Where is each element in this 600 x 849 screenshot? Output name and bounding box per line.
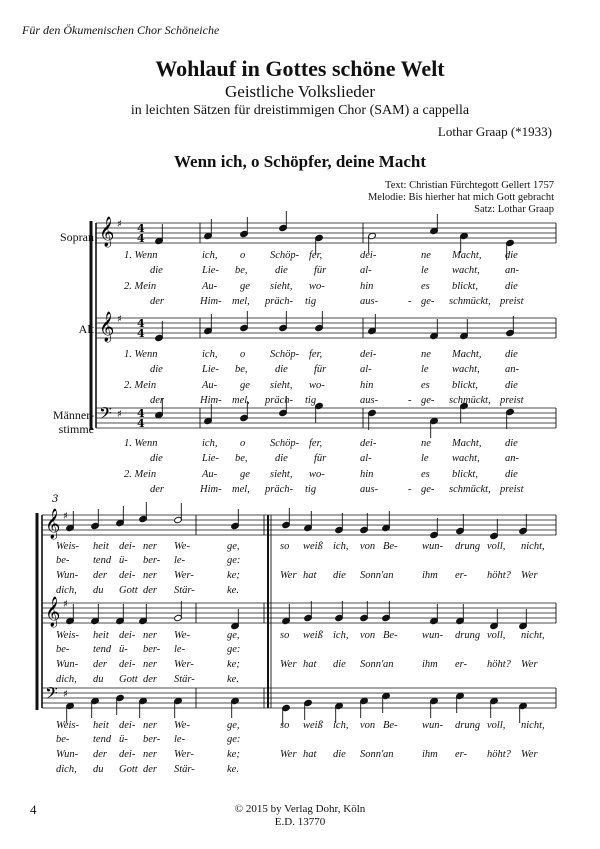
- collection-subtitle: Geistliche Volkslieder: [225, 82, 375, 101]
- lyric-syllable: dei-: [119, 749, 136, 760]
- lyric-syllable: al-: [360, 265, 372, 276]
- lyric-syllable: der: [150, 395, 164, 406]
- lyric-syllable: -: [408, 484, 412, 495]
- time-signature-top: 4: [137, 222, 145, 235]
- lyric-syllable: blickt,: [452, 380, 478, 391]
- lyric-syllable: dei-: [119, 541, 136, 552]
- lyric-syllable: Him-: [200, 484, 222, 495]
- lyric-syllable: 1. Wenn: [124, 438, 158, 449]
- lyric-syllable: sieht,: [270, 281, 293, 292]
- lyric-syllable: Be-: [383, 630, 398, 641]
- lyric-syllable: dei-: [119, 720, 136, 731]
- lyric-syllable: für: [314, 453, 327, 464]
- dedication: Für den Ökumenischen Chor Schöneiche: [22, 23, 220, 37]
- lyric-syllable: ich,: [333, 541, 349, 552]
- lyric-syllable: ke;: [227, 749, 240, 760]
- lyric-syllable: dei-: [360, 349, 377, 360]
- treble-clef: 𝄞: [45, 597, 61, 627]
- lyric-syllable: Wun-: [56, 570, 79, 581]
- lyric-syllable: hat: [303, 570, 317, 581]
- lyric-syllable: Him-: [200, 296, 222, 307]
- lyric-syllable: Wer: [280, 659, 297, 670]
- lyric-syllable: ge: [240, 380, 250, 391]
- lyric-syllable: nicht,: [521, 541, 545, 552]
- lyric-syllable: wun-: [422, 630, 443, 641]
- lyric-syllable: ü-: [119, 734, 128, 745]
- lyric-syllable: 2. Mein: [124, 380, 157, 391]
- lyric-syllable: le: [421, 265, 429, 276]
- treble-clef: 𝄞: [45, 509, 61, 539]
- lyric-syllable: weiß: [303, 720, 323, 731]
- lyric-syllable: tig: [305, 484, 317, 495]
- lyric-syllable: o: [240, 349, 246, 360]
- time-signature-bottom: 4: [137, 232, 145, 245]
- lyric-syllable: voll,: [487, 630, 506, 641]
- lyric-syllable: der: [143, 764, 157, 775]
- lyric-syllable: höht?: [487, 570, 511, 581]
- lyric-syllable: Him-: [200, 395, 222, 406]
- lyric-syllable: ge,: [227, 630, 240, 641]
- lyric-syllable: dich,: [56, 764, 77, 775]
- lyric-syllable: ge-: [421, 296, 435, 307]
- lyric-syllable: hin: [360, 380, 374, 391]
- lyric-syllable: ge:: [227, 644, 241, 655]
- copyright: © 2015 by Verlag Dohr, Köln: [234, 803, 366, 815]
- lyric-syllable: Schöp-: [270, 438, 300, 449]
- lyric-syllable: er-: [455, 570, 468, 581]
- lyric-syllable: Schöp-: [270, 250, 300, 261]
- lyric-syllable: mel,: [232, 484, 250, 495]
- lyric-syllable: le: [421, 364, 429, 375]
- lyric-syllable: dei-: [119, 570, 136, 581]
- voice-label-men-line1: Männer-: [52, 408, 94, 422]
- key-signature: ♯: [63, 689, 68, 700]
- lyric-syllable: preist: [500, 395, 524, 406]
- time-signature-bottom: 4: [137, 417, 145, 430]
- lyric-syllable: er-: [455, 749, 468, 760]
- lyric-syllable: nicht,: [521, 720, 545, 731]
- lyric-syllable: Weis-: [56, 630, 79, 641]
- lyric-syllable: Wer: [521, 659, 538, 670]
- lyric-syllable: Stär-: [174, 764, 195, 775]
- lyric-syllable: 1. Wenn: [124, 250, 158, 261]
- text-credit: Text: Christian Fürchtegott Gellert 1757: [385, 180, 554, 191]
- lyric-syllable: Lie-: [202, 364, 219, 375]
- page-number: 4: [30, 802, 37, 817]
- lyric-syllable: von: [360, 541, 376, 552]
- lyric-syllable: le-: [174, 734, 186, 745]
- lyric-syllable: drung: [455, 630, 481, 641]
- lyric-syllable: sieht,: [270, 380, 293, 391]
- lyric-syllable: ke;: [227, 659, 240, 670]
- lyric-syllable: die: [333, 659, 346, 670]
- lyric-syllable: heit: [93, 720, 109, 731]
- lyric-syllable: ner: [143, 749, 157, 760]
- song-title: Wenn ich, o Schöpfer, deine Macht: [173, 152, 427, 171]
- lyric-syllable: wacht,: [452, 265, 480, 276]
- lyric-syllable: die: [505, 438, 518, 449]
- lyric-syllable: der: [93, 570, 107, 581]
- time-signature-top: 4: [137, 407, 145, 420]
- lyric-syllable: be,: [235, 453, 248, 464]
- lyric-syllable: wacht,: [452, 453, 480, 464]
- lyric-syllable: voll,: [487, 720, 506, 731]
- lyric-syllable: We-: [174, 541, 190, 552]
- lyric-syllable: blickt,: [452, 469, 478, 480]
- voice-label-alto: Alt: [78, 322, 94, 336]
- lyric-syllable: -: [408, 395, 412, 406]
- lyric-syllable: wo-: [309, 281, 325, 292]
- lyric-syllable: Lie-: [202, 453, 219, 464]
- publisher-footer: [0, 803, 600, 829]
- lyric-syllable: Wer: [521, 570, 538, 581]
- lyric-syllable: ne: [421, 250, 431, 261]
- lyric-syllable: heit: [93, 541, 109, 552]
- lyric-syllable: so: [280, 630, 290, 641]
- melody-credit: Melodie: Bis hierher hat mich Gott gebracht: [367, 192, 554, 203]
- lyric-syllable: die: [150, 364, 163, 375]
- lyric-syllable: nicht,: [521, 630, 545, 641]
- lyric-syllable: We-: [174, 720, 190, 731]
- lyric-syllable: schmückt,: [449, 395, 491, 406]
- key-signature: ♯: [117, 314, 122, 325]
- lyric-syllable: an-: [505, 265, 519, 276]
- lyric-syllable: aus-: [360, 484, 379, 495]
- lyric-syllable: höht?: [487, 659, 511, 670]
- lyric-syllable: ge:: [227, 555, 241, 566]
- measure-number: 3: [52, 494, 59, 505]
- time-signature-bottom: 4: [137, 327, 145, 340]
- lyric-syllable: ü-: [119, 644, 128, 655]
- lyric-syllable: le-: [174, 555, 186, 566]
- lyric-syllable: der: [143, 585, 157, 596]
- lyric-syllable: präch-: [265, 484, 293, 495]
- lyric-syllable: der: [93, 659, 107, 670]
- lyric-syllable: Macht,: [452, 438, 482, 449]
- lyric-syllable: fer,: [309, 250, 323, 261]
- lyric-syllable: ich,: [333, 630, 349, 641]
- lyric-syllable: an: [383, 749, 394, 760]
- lyric-syllable: Wer-: [174, 749, 194, 760]
- lyric-syllable: Wer: [280, 570, 297, 581]
- composer: Lothar Graap (*1933): [437, 124, 552, 139]
- lyric-syllable: 1. Wenn: [124, 349, 158, 360]
- lyric-syllable: von: [360, 630, 376, 641]
- lyric-syllable: Lie-: [202, 265, 219, 276]
- lyric-syllable: blickt,: [452, 281, 478, 292]
- lyric-syllable: ne: [421, 438, 431, 449]
- lyric-syllable: ber-: [143, 644, 161, 655]
- lyric-syllable: weiß: [303, 630, 323, 641]
- lyric-syllable: an: [383, 570, 394, 581]
- edition-number: E.D. 13770: [274, 816, 326, 828]
- lyric-syllable: Wer: [280, 749, 297, 760]
- lyric-syllable: für: [314, 364, 327, 375]
- lyric-syllable: o: [240, 438, 246, 449]
- lyric-syllable: die: [505, 250, 518, 261]
- lyric-syllable: der: [143, 674, 157, 685]
- lyric-syllable: ich,: [202, 250, 218, 261]
- lyric-syllable: le: [421, 453, 429, 464]
- lyric-syllable: es: [421, 380, 430, 391]
- lyric-syllable: ge: [240, 281, 250, 292]
- lyric-syllable: die: [275, 265, 288, 276]
- arrangement-credit: Satz: Lothar Graap: [474, 204, 554, 215]
- lyric-syllable: al-: [360, 364, 372, 375]
- lyric-syllable: hin: [360, 469, 374, 480]
- lyric-syllable: Au-: [202, 380, 218, 391]
- lyric-syllable: er-: [455, 659, 468, 670]
- time-signature-top: 4: [137, 317, 145, 330]
- lyric-syllable: Gott: [119, 585, 138, 596]
- lyric-syllable: so: [280, 720, 290, 731]
- lyric-syllable: tend: [93, 555, 112, 566]
- lyric-syllable: dich,: [56, 674, 77, 685]
- lyric-syllable: tig: [305, 395, 317, 406]
- lyric-syllable: Gott: [119, 674, 138, 685]
- lyric-syllable: wun-: [422, 541, 443, 552]
- lyric-syllable: wacht,: [452, 364, 480, 375]
- lyric-syllable: fer,: [309, 349, 323, 360]
- lyric-syllable: an: [383, 659, 394, 670]
- bass-clef: 𝄢: [99, 403, 112, 427]
- lyric-syllable: ner: [143, 720, 157, 731]
- lyric-syllable: hat: [303, 749, 317, 760]
- voice-label-soprano: Sopran: [60, 230, 94, 244]
- lyric-syllable: Au-: [202, 281, 218, 292]
- lyric-syllable: Wun-: [56, 749, 79, 760]
- key-signature: ♯: [63, 599, 68, 610]
- lyric-syllable: dei-: [360, 250, 377, 261]
- lyric-syllable: so: [280, 541, 290, 552]
- collection-title: Wohlauf in Gottes schöne Welt: [155, 56, 445, 81]
- lyric-syllable: Au-: [202, 469, 218, 480]
- bass-clef: 𝄢: [45, 683, 58, 707]
- treble-clef: 𝄞: [99, 312, 115, 342]
- lyric-syllable: an-: [505, 364, 519, 375]
- lyric-syllable: dich,: [56, 585, 77, 596]
- lyric-syllable: wo-: [309, 380, 325, 391]
- lyric-syllable: ke.: [227, 764, 239, 775]
- lyric-syllable: ner: [143, 659, 157, 670]
- lyric-syllable: dei-: [360, 438, 377, 449]
- lyric-syllable: Be-: [383, 541, 398, 552]
- lyric-syllable: aus-: [360, 296, 379, 307]
- lyric-syllable: Macht,: [452, 349, 482, 360]
- lyric-syllable: es: [421, 469, 430, 480]
- lyric-syllable: wun-: [422, 720, 443, 731]
- collection-description: in leichten Sätzen für dreistimmigen Chor (SAM) a cappella: [130, 103, 470, 118]
- lyric-syllable: ü-: [119, 555, 128, 566]
- lyric-syllable: wo-: [309, 469, 325, 480]
- lyric-syllable: Stär-: [174, 585, 195, 596]
- lyric-syllable: hat: [303, 659, 317, 670]
- lyric-syllable: voll,: [487, 541, 506, 552]
- lyric-syllable: tend: [93, 644, 112, 655]
- lyric-syllable: ihm: [422, 749, 438, 760]
- lyric-syllable: die: [333, 570, 346, 581]
- lyric-syllable: der: [93, 749, 107, 760]
- lyric-syllable: für: [314, 265, 327, 276]
- lyric-syllable: Sonn': [360, 749, 384, 760]
- lyric-syllable: Sonn': [360, 570, 384, 581]
- lyric-syllable: der: [150, 296, 164, 307]
- lyric-syllable: Stär-: [174, 674, 195, 685]
- lyric-syllable: mel,: [232, 395, 250, 406]
- lyric-syllable: die: [505, 281, 518, 292]
- lyric-syllable: präch-: [265, 395, 293, 406]
- lyric-syllable: We-: [174, 630, 190, 641]
- lyric-syllable: Wer-: [174, 570, 194, 581]
- lyric-syllable: die: [505, 349, 518, 360]
- lyric-syllable: ke.: [227, 585, 239, 596]
- lyric-syllable: ge: [240, 469, 250, 480]
- lyric-syllable: ich,: [202, 438, 218, 449]
- lyric-syllable: ke;: [227, 570, 240, 581]
- lyric-syllable: weiß: [303, 541, 323, 552]
- lyric-syllable: Wer-: [174, 659, 194, 670]
- lyric-syllable: Weis-: [56, 720, 79, 731]
- lyric-syllable: sieht,: [270, 469, 293, 480]
- lyric-syllable: Wer: [521, 749, 538, 760]
- lyric-syllable: es: [421, 281, 430, 292]
- lyric-syllable: al-: [360, 453, 372, 464]
- lyric-syllable: die: [505, 380, 518, 391]
- lyric-syllable: tend: [93, 734, 112, 745]
- lyric-syllable: schmückt,: [449, 296, 491, 307]
- lyric-syllable: ner: [143, 541, 157, 552]
- lyric-syllable: die: [333, 749, 346, 760]
- lyric-syllable: Schöp-: [270, 349, 300, 360]
- lyric-syllable: aus-: [360, 395, 379, 406]
- lyric-syllable: ihm: [422, 570, 438, 581]
- lyric-syllable: le-: [174, 644, 186, 655]
- lyric-syllable: du: [93, 585, 104, 596]
- voice-label-men-line2: stimme: [58, 422, 94, 436]
- key-signature: ♯: [117, 409, 122, 420]
- lyric-syllable: ge:: [227, 734, 241, 745]
- lyric-syllable: be-: [56, 555, 70, 566]
- lyric-syllable: ihm: [422, 659, 438, 670]
- lyric-syllable: die: [275, 453, 288, 464]
- lyric-syllable: du: [93, 674, 104, 685]
- lyric-syllable: ber-: [143, 734, 161, 745]
- lyric-syllable: fer,: [309, 438, 323, 449]
- lyric-syllable: be-: [56, 644, 70, 655]
- lyric-syllable: an-: [505, 453, 519, 464]
- lyric-syllable: dei-: [119, 659, 136, 670]
- lyric-syllable: Gott: [119, 764, 138, 775]
- lyric-syllable: preist: [500, 296, 524, 307]
- lyric-syllable: hin: [360, 281, 374, 292]
- lyric-syllable: ber-: [143, 555, 161, 566]
- lyric-syllable: die: [505, 469, 518, 480]
- lyric-syllable: o: [240, 250, 246, 261]
- lyric-syllable: preist: [500, 484, 524, 495]
- lyric-syllable: Macht,: [452, 250, 482, 261]
- lyric-syllable: 2. Mein: [124, 281, 157, 292]
- lyric-syllable: mel,: [232, 296, 250, 307]
- key-signature: ♯: [117, 219, 122, 230]
- lyric-syllable: be,: [235, 265, 248, 276]
- lyric-syllable: ke.: [227, 674, 239, 685]
- lyric-syllable: ne: [421, 349, 431, 360]
- lyric-syllable: ge,: [227, 541, 240, 552]
- lyric-syllable: die: [150, 453, 163, 464]
- lyric-syllable: ner: [143, 570, 157, 581]
- lyric-syllable: ge-: [421, 395, 435, 406]
- treble-clef: 𝄞: [99, 217, 115, 247]
- lyric-syllable: be,: [235, 364, 248, 375]
- lyric-syllable: Weis-: [56, 541, 79, 552]
- lyric-syllable: ge,: [227, 720, 240, 731]
- lyric-syllable: Be-: [383, 720, 398, 731]
- lyric-syllable: ge-: [421, 484, 435, 495]
- lyric-syllable: die: [150, 265, 163, 276]
- lyric-syllable: ich,: [333, 720, 349, 731]
- lyric-syllable: be-: [56, 734, 70, 745]
- lyric-syllable: drung: [455, 541, 481, 552]
- lyric-syllable: ich,: [202, 349, 218, 360]
- lyric-syllable: -: [408, 296, 412, 307]
- lyric-syllable: die: [275, 364, 288, 375]
- lyric-syllable: präch-: [265, 296, 293, 307]
- key-signature: ♯: [63, 511, 68, 522]
- lyric-syllable: Sonn': [360, 659, 384, 670]
- lyric-syllable: 2. Mein: [124, 469, 157, 480]
- lyric-syllable: von: [360, 720, 376, 731]
- lyric-syllable: der: [150, 484, 164, 495]
- lyric-syllable: höht?: [487, 749, 511, 760]
- lyric-syllable: schmückt,: [449, 484, 491, 495]
- lyric-syllable: heit: [93, 630, 109, 641]
- lyric-syllable: Wun-: [56, 659, 79, 670]
- lyric-syllable: ner: [143, 630, 157, 641]
- lyric-syllable: drung: [455, 720, 481, 731]
- lyric-syllable: du: [93, 764, 104, 775]
- lyric-syllable: dei-: [119, 630, 136, 641]
- lyric-syllable: tig: [305, 296, 317, 307]
